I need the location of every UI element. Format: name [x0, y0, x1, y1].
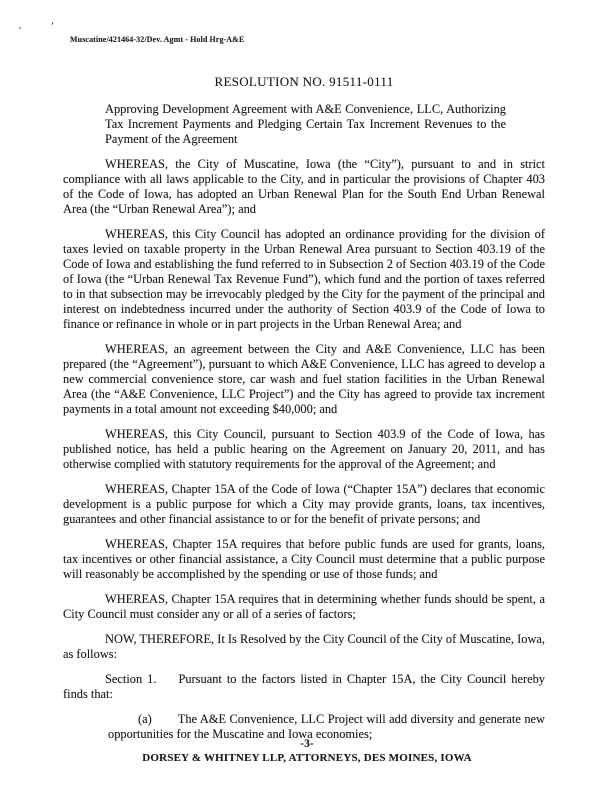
- whereas-development-agreement: WHEREAS, an agreement between the City and A&E Convenience, LLC has been prepared (the “Agreement”), pursuant to which A&E Convenience, LLC has agreed to develop a new commercial convenience store, car wash and fuel station facilities in the Urban Renewal Area (the “A&E Convenience, LLC Project”) and the City has agreed to provide tax increment payments in a total amount not exceeding $40,000; and: [63, 342, 545, 416]
- whereas-chapter-15a-factors: WHEREAS, Chapter 15A requires that in determining whether funds should be spent, a City Council must consider any or all of a series of factors;: [63, 592, 545, 621]
- section-1-text: Pursuant to the factors listed in Chapter 15A, the City Council hereby finds that:: [63, 672, 545, 701]
- scan-artifact-mark: ’: [51, 21, 54, 31]
- document-id-header: Muscatine/421464-32/Dev. Agmt - Hold Hrg-A&E: [70, 35, 245, 44]
- whereas-public-hearing: WHEREAS, this City Council, pursuant to Section 403.9 of the Code of Iowa, has published notice, has held a public hearing on the Agreement on January 20, 2011, and has otherwise complied with statutory requirements for the approval of the Agreement; and: [63, 427, 545, 471]
- document-body: [63, 74, 545, 742]
- section-1-paragraph: [63, 672, 545, 702]
- item-a-label: (a): [138, 712, 152, 726]
- section-1-label: Section 1.: [105, 672, 157, 686]
- whereas-chapter-15a-public-funds: WHEREAS, Chapter 15A requires that before public funds are used for grants, loans, tax incentives or other financial assistance, a City Council must determine that a public purpose will reasonably be accomplished by the spending or use of those funds; and: [63, 537, 545, 581]
- scan-artifact-mark: ’: [17, 24, 23, 36]
- page-number: -3-: [300, 738, 314, 750]
- resolution-subtitle: Approving Development Agreement with A&E Convenience, LLC, Authorizing Tax Increment Payments and Pledging Certain Tax Increment Revenues to the Payment of the Agreement: [105, 102, 506, 146]
- attorney-footer: DORSEY & WHITNEY LLP, ATTORNEYS, DES MOINES, IOWA: [142, 752, 472, 764]
- now-therefore-clause: NOW, THEREFORE, It Is Resolved by the City Council of the City of Muscatine, Iowa, as follows:: [63, 632, 545, 661]
- resolution-title: RESOLUTION NO. 91511-0111: [214, 74, 394, 89]
- whereas-tax-division-ordinance: WHEREAS, this City Council has adopted an ordinance providing for the division of taxes levied on taxable property in the Urban Renewal Area pursuant to Section 403.19 of the Code of Iowa and establishing the fund referred to in Subsection 2 of Section 403.19 of the Code of Iowa (the “Urban Renewal Tax Revenue Fund”), which fund and the portion of taxes referred to in that subsection may be irrevocably pledged by the City for the payment of the principal and interest on indebtedness incurred under the authority of Section 403.9 of the Code of Iowa to finance or refinance in whole or in part projects in the Urban Renewal Area; and: [63, 227, 545, 331]
- whereas-urban-renewal-plan: WHEREAS, the City of Muscatine, Iowa (the “City”), pursuant to and in strict compliance with all laws applicable to the City, and in particular the provisions of Chapter 403 of the Code of Iowa, has adopted an Urban Renewal Plan for the South End Urban Renewal Area (the “Urban Renewal Area”); and: [63, 157, 545, 216]
- whereas-chapter-15a-declaration: WHEREAS, Chapter 15A of the Code of Iowa (“Chapter 15A”) declares that economic development is a public purpose for which a City may provide grants, loans, tax incentives, guarantees and other financial assistance to or for the benefit of private persons; and: [63, 482, 545, 526]
- item-a-text: The A&E Convenience, LLC Project will add diversity and generate new opportunities for the Muscatine and Iowa economies;: [108, 712, 545, 741]
